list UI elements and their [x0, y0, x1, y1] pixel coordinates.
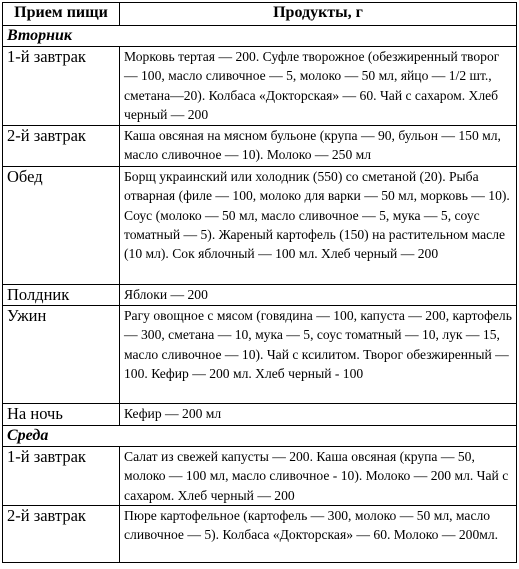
header-products: Продукты, г [120, 3, 517, 26]
table-row [3, 126, 517, 167]
meal-name: 1-й завтрак [3, 447, 120, 506]
meal-name: Ужин [3, 306, 120, 404]
table-row [3, 167, 517, 285]
table-row [3, 505, 517, 562]
meal-name: 1-й завтрак [3, 47, 120, 126]
meal-name: 2-й завтрак [3, 126, 120, 167]
table-row [3, 447, 517, 506]
day-row-wednesday [3, 426, 517, 447]
meal-products: Борщ украинский или холодник (550) со сметаной (20). Рыба отварная (филе — 100, молоко для варки — 50 мл, морковь — 10). Соус (молоко — 50 мл, масло сливочное — 5, мука — 5, соус томатный — 5). Жареный картофель (150) на растительном масле (10 мл). Сок яблочный — 100 мл. Хлеб черный — 200 [120, 167, 517, 285]
meal-products: Пюре картофельное (картофель — 300, молоко — 50 мл, масло сливочное — 5). Колбаса «Докторская» — 60. Молоко — 200мл. [120, 505, 517, 562]
meal-products: Яблоки — 200 [120, 285, 517, 306]
table-row [3, 47, 517, 126]
meal-products: Салат из свежей капусты — 200. Каша овсяная (крупа — 50, молоко — 100 мл, масло сливочное - 10). Молоко — 200 мл. Чай с сахаром. Хлеб черный — 200 [120, 447, 517, 506]
table-header-row [3, 3, 517, 26]
meal-name: Полдник [3, 285, 120, 306]
meal-products: Морковь тертая — 200. Суфле творожное (обезжиренный творог — 100, масло сливочное — 5, молоко — 50 мл, яйцо — 1/2 шт., сметана—20). Колбаса «Докторская» — 60. Чай с сахаром. Хлеб черный — 200 [120, 47, 517, 126]
meal-products: Рагу овощное с мясом (говядина — 100, капуста — 200, картофель — 300, сметана — 10, мука — 5, соус томатный — 10, лук — 15, масло сливочное — 10). Чай с ксилитом. Творог обезжиренный — 100. Кефир — 200 мл. Хлеб черный - 100 [120, 306, 517, 404]
table-row [3, 404, 517, 426]
meal-products: Кефир — 200 мл [120, 404, 517, 426]
day-title: Среда [3, 426, 517, 447]
meal-name: 2-й завтрак [3, 505, 120, 562]
header-meal: Прием пищи [3, 3, 120, 26]
table-row [3, 285, 517, 306]
meal-name: На ночь [3, 404, 120, 426]
table-row [3, 306, 517, 404]
meal-plan-table [2, 2, 517, 563]
meal-products: Каша овсяная на мясном бульоне (крупа — 90, бульон — 150 мл, масло сливочное — 10). Молоко — 250 мл [120, 126, 517, 167]
day-row-tuesday [3, 26, 517, 47]
meal-name: Обед [3, 167, 120, 285]
day-title: Вторник [3, 26, 517, 47]
